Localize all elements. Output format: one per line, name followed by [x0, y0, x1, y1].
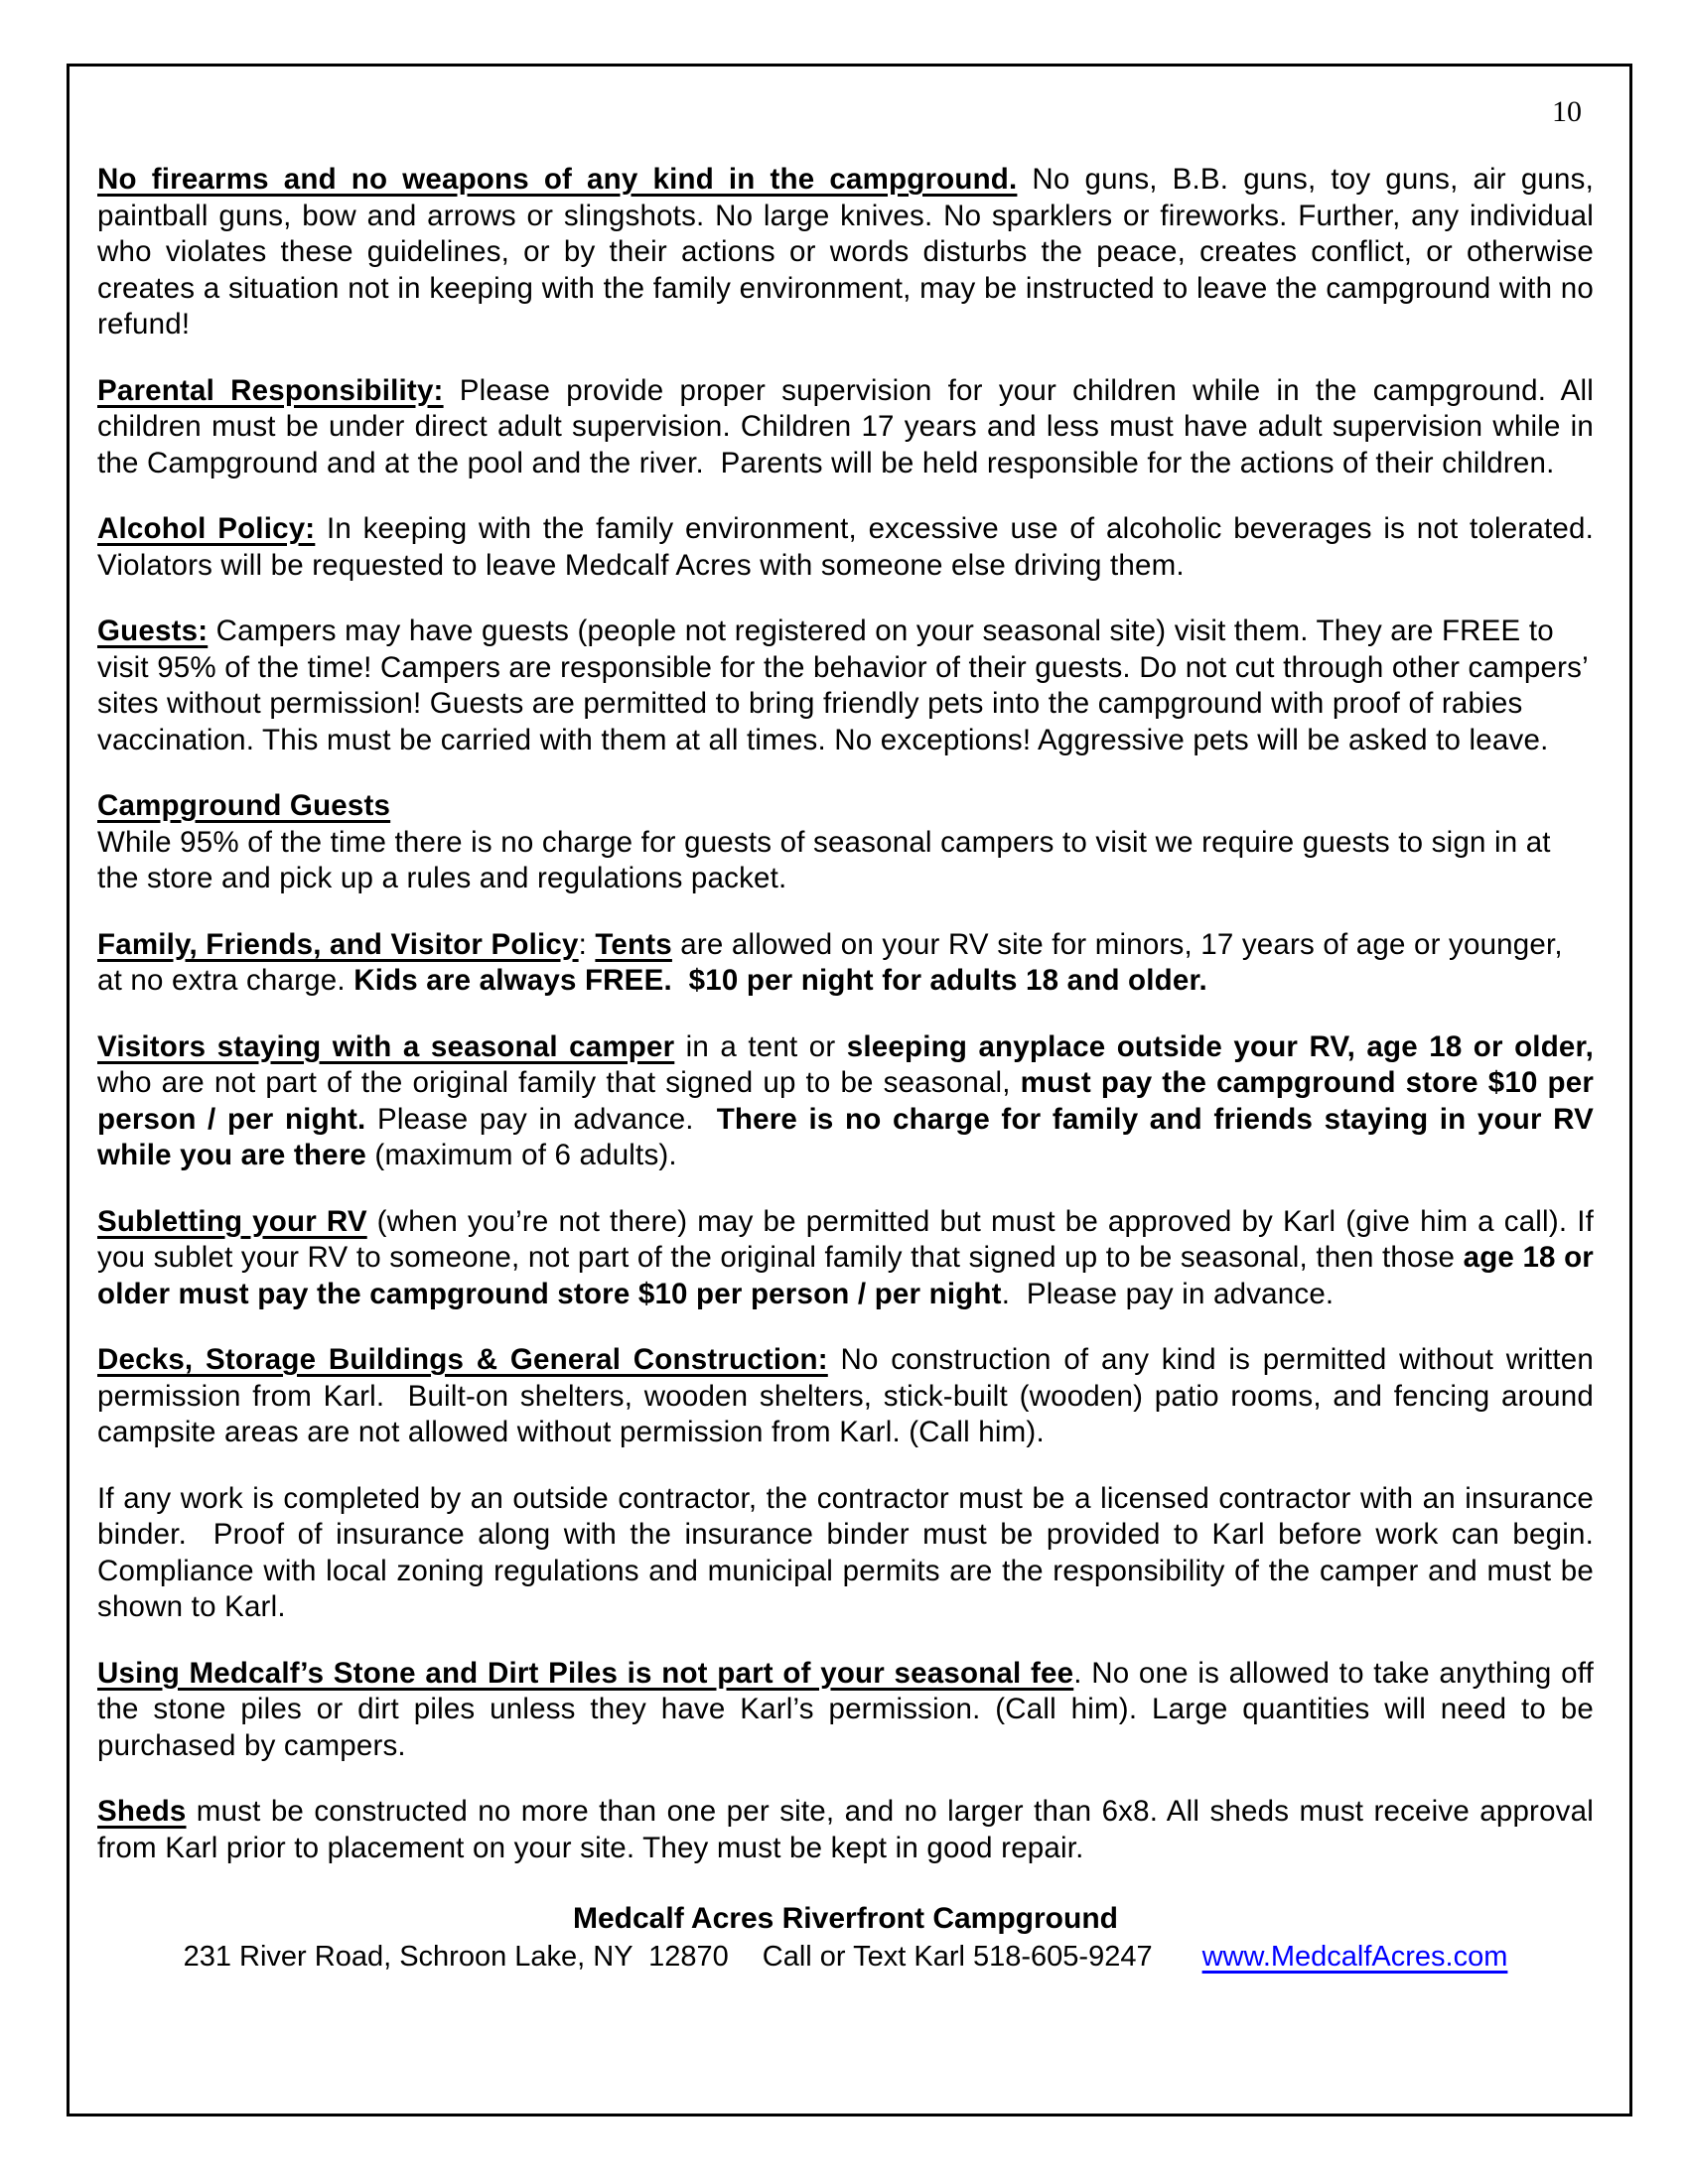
text-segment: Tents	[595, 927, 672, 961]
paragraph-decks-construction	[97, 1342, 1603, 1451]
paragraph-visitors-seasonal-camper	[97, 1029, 1603, 1174]
text-segment: Parental Responsibility:	[97, 373, 444, 407]
text-segment: If any work is completed by an outside contractor, the contractor must be a licensed contractor with an insurance binder. Proof of insurance along with the insurance binder must be provided to Karl before work can begin. Compliance with local zoning regulations and municipal permits are the responsibility of the camper and must be shown to Karl.	[97, 1481, 1603, 1623]
footer-contact-line	[97, 1938, 1594, 1976]
text-segment: . No one is allowed to take anything off the stone piles or dirt piles unless they have Karl’s permission. (Call him). Large quantities will need to be purchased by campers.	[97, 1656, 1603, 1762]
text-segment: Please provide proper supervision for your children while in the campground. All children must be under direct adult supervision. Children 17 years and less must have adult supervision while in the Campground and at the pool and the river. Parents will be held responsible for the actions of their children.	[97, 373, 1603, 479]
footer-campground-name: Medcalf Acres Riverfront Campground	[573, 1902, 1118, 1935]
text-segment: Using Medcalf’s Stone and Dirt Piles is not part of your seasonal fee	[97, 1656, 1074, 1690]
text-segment: No guns, B.B. guns, toy guns, air guns, paintball guns, bow and arrows or slingshots. No large knives. No sparklers or fireworks. Further, any individual who violates these guidelines, or by their actions or words disturbs the peace, creates conflict, or otherwise creates a situation not in keeping with the family environment, may be instructed to leave the campground with no refund!	[97, 163, 1603, 341]
text-segment: Campground Guests	[97, 789, 391, 822]
text-segment: :	[578, 927, 596, 961]
text-segment: age 18 or older must pay the campground store $10 per person / per night	[97, 1241, 1603, 1310]
text-segment: Kids are always FREE. $10 per night for adults 18 and older.	[353, 964, 1207, 997]
text-segment: Alcohol Policy:	[97, 512, 316, 545]
page-number: 10	[1552, 95, 1582, 128]
footer-website-link[interactable]: www.MedcalfAcres.com	[1201, 1941, 1508, 1973]
paragraph-subletting-rv	[97, 1204, 1603, 1313]
paragraph-guests	[97, 614, 1597, 758]
text-segment: There is no charge for family and friends staying in your RV while you are there	[97, 1102, 1603, 1171]
text-segment: No firearms and no weapons of any kind in the campground.	[97, 163, 1018, 196]
text-segment: In keeping with the family environment, excessive use of alcoholic beverages is not tolerated. Violators will be requested to leave Medcalf Acres with someone else driving them.	[97, 512, 1603, 582]
paragraph-sheds	[97, 1794, 1603, 1866]
paragraph-parental-responsibility	[97, 373, 1603, 482]
footer-address: 231 River Road, Schroon Lake, NY 12870	[183, 1941, 729, 1973]
document-body	[97, 162, 1603, 1866]
paragraph-family-friends-visitor-policy	[97, 927, 1594, 1000]
paragraph-alcohol-policy	[97, 511, 1603, 584]
text-segment: Subletting your RV	[97, 1204, 367, 1238]
text-segment: Decks, Storage Buildings & General Construction:	[97, 1343, 828, 1376]
text-segment: While 95% of the time there is no charge for guests of seasonal campers to visit we require guests to sign in at the store and pick up a rules and regulations packet.	[97, 825, 1560, 894]
paragraph-no-firearms	[97, 162, 1603, 343]
footer-phone: Call or Text Karl 518-605-9247	[762, 1941, 1153, 1973]
paragraph-outside-contractor	[97, 1481, 1603, 1626]
text-segment: (maximum of 6 adults).	[366, 1139, 677, 1171]
text-segment: in a tent or	[674, 1029, 847, 1063]
page-border	[67, 64, 1632, 2116]
text-segment: Campers may have guests (people not registered on your seasonal site) visit them. They are FREE to visit 95% of the time! Campers are responsible for the behavior of their guests. Do not cut through other campers’ sites without permission! Guests are permitted to bring friendly pets into the campground with proof of rabies vaccination. This must be carried with them at all times. No exceptions! Aggressive pets will be asked to leave.	[97, 614, 1597, 756]
text-segment: who are not part of the original family that signed up to be seasonal,	[97, 1029, 1603, 1099]
text-segment: (when you’re not there) may be permitted but must be approved by Karl (give him a call). If you sublet your RV to someone, not part of the original family that signed up to be seasonal, then those	[97, 1204, 1603, 1274]
text-segment: Visitors staying with a seasonal camper	[97, 1029, 675, 1063]
text-segment: are allowed on your RV site for minors, 17 years of age or younger, at no extra charge.	[97, 927, 1572, 997]
text-segment: must be constructed no more than one per site, and no larger than 6x8. All sheds must receive approval from Karl prior to placement on your site. They must be kept in good repair.	[97, 1795, 1603, 1864]
paragraph-stone-dirt-piles	[97, 1656, 1603, 1765]
paragraph-campground-guests-body	[97, 825, 1594, 897]
page-footer	[97, 1900, 1594, 1976]
text-segment: Guests:	[97, 614, 209, 647]
text-segment: Family, Friends, and Visitor Policy	[97, 927, 579, 961]
text-segment: Sheds	[97, 1795, 187, 1828]
text-segment: No construction of any kind is permitted without written permission from Karl. Built-on shelters, wooden shelters, stick-built (wooden) patio rooms, and fencing around campsite areas are not allowed without permission from Karl. (Call him).	[97, 1343, 1603, 1448]
text-segment: Please pay in advance.	[365, 1102, 717, 1136]
text-segment: must pay the campground store $10 per person / per night.	[97, 1066, 1603, 1136]
text-segment: sleeping anyplace outside your RV, age 18 or older,	[846, 1029, 1594, 1063]
heading-campground-guests	[97, 788, 1594, 825]
text-segment: . Please pay in advance.	[1001, 1277, 1335, 1310]
